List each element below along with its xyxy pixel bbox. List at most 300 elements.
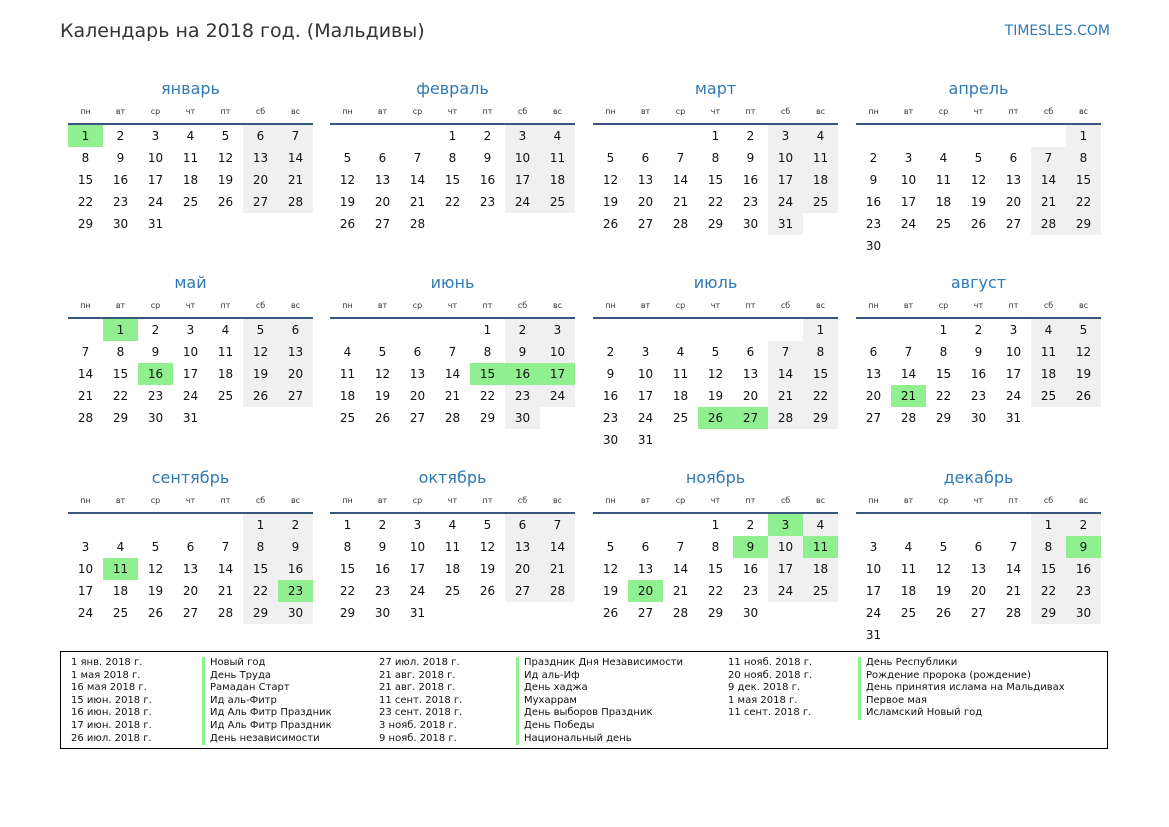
day-cell[interactable]: 29 — [1066, 213, 1101, 235]
day-cell[interactable]: 8 — [711, 540, 720, 554]
day-cell[interactable]: 31 — [637, 433, 654, 447]
holiday-day[interactable]: 17 — [540, 363, 575, 385]
day-cell[interactable]: 22 — [339, 584, 356, 598]
day-cell[interactable]: 6 — [505, 514, 540, 536]
day-cell[interactable]: 30 — [112, 217, 129, 231]
day-cell[interactable]: 6 — [641, 540, 650, 554]
site-link[interactable]: TIMESLES.COM — [1004, 23, 1110, 39]
day-cell[interactable]: 15 — [707, 173, 724, 187]
day-cell[interactable]: 27 — [374, 217, 391, 231]
day-cell[interactable]: 31 — [768, 213, 803, 235]
day-cell[interactable]: 2 — [505, 319, 540, 341]
day-cell[interactable]: 25 — [339, 411, 356, 425]
day-cell[interactable]: 10 — [77, 562, 94, 576]
day-cell[interactable]: 14 — [278, 147, 313, 169]
day-cell[interactable]: 17 — [505, 169, 540, 191]
day-cell[interactable]: 11 — [935, 173, 952, 187]
day-cell[interactable]: 16 — [278, 558, 313, 580]
day-cell[interactable]: 16 — [742, 562, 759, 576]
day-cell[interactable]: 20 — [1005, 195, 1022, 209]
holiday-day[interactable]: 15 — [470, 363, 505, 385]
day-cell[interactable]: 23 — [742, 584, 759, 598]
day-cell[interactable]: 14 — [217, 562, 234, 576]
day-cell[interactable]: 19 — [935, 584, 952, 598]
day-cell[interactable]: 26 — [339, 217, 356, 231]
day-cell[interactable]: 30 — [278, 602, 313, 624]
day-cell[interactable]: 9 — [606, 367, 615, 381]
day-cell[interactable]: 4 — [448, 518, 457, 532]
day-cell[interactable]: 20 — [243, 169, 278, 191]
day-cell[interactable]: 8 — [803, 341, 838, 363]
day-cell[interactable]: 13 — [505, 536, 540, 558]
day-cell[interactable]: 8 — [711, 151, 720, 165]
day-cell[interactable]: 4 — [904, 540, 913, 554]
day-cell[interactable]: 30 — [1066, 602, 1101, 624]
day-cell[interactable]: 18 — [112, 584, 129, 598]
day-cell[interactable]: 25 — [935, 217, 952, 231]
day-cell[interactable]: 10 — [182, 345, 199, 359]
day-cell[interactable]: 3 — [641, 345, 650, 359]
day-cell[interactable]: 20 — [970, 584, 987, 598]
day-cell[interactable]: 29 — [1031, 602, 1066, 624]
day-cell[interactable]: 6 — [378, 151, 387, 165]
holiday-day[interactable]: 9 — [1066, 536, 1101, 558]
holiday-day[interactable]: 16 — [505, 363, 540, 385]
day-cell[interactable]: 28 — [444, 411, 461, 425]
day-cell[interactable]: 25 — [803, 580, 838, 602]
day-cell[interactable]: 14 — [409, 173, 426, 187]
day-cell[interactable]: 14 — [540, 536, 575, 558]
day-cell[interactable]: 8 — [448, 151, 457, 165]
holiday-day[interactable]: 26 — [698, 407, 733, 429]
day-cell[interactable]: 4 — [939, 151, 948, 165]
day-cell[interactable]: 28 — [1031, 213, 1066, 235]
day-cell[interactable]: 19 — [243, 363, 278, 385]
day-cell[interactable]: 15 — [707, 562, 724, 576]
day-cell[interactable]: 7 — [81, 345, 90, 359]
day-cell[interactable]: 19 — [374, 389, 391, 403]
day-cell[interactable]: 21 — [672, 195, 689, 209]
day-cell[interactable]: 2 — [974, 323, 983, 337]
day-cell[interactable]: 25 — [217, 389, 234, 403]
day-cell[interactable]: 27 — [970, 606, 987, 620]
day-cell[interactable]: 21 — [217, 584, 234, 598]
day-cell[interactable]: 8 — [81, 151, 90, 165]
day-cell[interactable]: 7 — [540, 514, 575, 536]
day-cell[interactable]: 27 — [278, 385, 313, 407]
day-cell[interactable]: 8 — [1031, 536, 1066, 558]
day-cell[interactable]: 10 — [768, 536, 803, 558]
day-cell[interactable]: 4 — [803, 125, 838, 147]
day-cell[interactable]: 8 — [483, 345, 492, 359]
day-cell[interactable]: 12 — [374, 367, 391, 381]
day-cell[interactable]: 29 — [77, 217, 94, 231]
day-cell[interactable]: 31 — [409, 606, 426, 620]
day-cell[interactable]: 17 — [1005, 367, 1022, 381]
day-cell[interactable]: 5 — [343, 151, 352, 165]
day-cell[interactable]: 21 — [540, 558, 575, 580]
day-cell[interactable]: 29 — [479, 411, 496, 425]
day-cell[interactable]: 24 — [1005, 389, 1022, 403]
day-cell[interactable]: 10 — [768, 147, 803, 169]
day-cell[interactable]: 11 — [672, 367, 689, 381]
holiday-day[interactable]: 9 — [733, 536, 768, 558]
day-cell[interactable]: 29 — [243, 602, 278, 624]
day-cell[interactable]: 5 — [974, 151, 983, 165]
day-cell[interactable]: 17 — [182, 367, 199, 381]
day-cell[interactable]: 13 — [374, 173, 391, 187]
day-cell[interactable]: 15 — [444, 173, 461, 187]
day-cell[interactable]: 3 — [413, 518, 422, 532]
day-cell[interactable]: 15 — [112, 367, 129, 381]
day-cell[interactable]: 17 — [768, 169, 803, 191]
day-cell[interactable]: 19 — [217, 173, 234, 187]
day-cell[interactable]: 8 — [116, 345, 125, 359]
day-cell[interactable]: 1 — [711, 129, 720, 143]
day-cell[interactable]: 23 — [742, 195, 759, 209]
day-cell[interactable]: 6 — [413, 345, 422, 359]
day-cell[interactable]: 29 — [707, 217, 724, 231]
day-cell[interactable]: 14 — [1005, 562, 1022, 576]
day-cell[interactable]: 2 — [483, 129, 492, 143]
day-cell[interactable]: 12 — [602, 562, 619, 576]
day-cell[interactable]: 28 — [278, 191, 313, 213]
day-cell[interactable]: 27 — [505, 580, 540, 602]
day-cell[interactable]: 30 — [970, 411, 987, 425]
day-cell[interactable]: 10 — [1005, 345, 1022, 359]
day-cell[interactable]: 1 — [1031, 514, 1066, 536]
holiday-day[interactable]: 11 — [103, 558, 138, 580]
day-cell[interactable]: 11 — [339, 367, 356, 381]
day-cell[interactable]: 7 — [278, 125, 313, 147]
day-cell[interactable]: 11 — [540, 147, 575, 169]
day-cell[interactable]: 8 — [1066, 147, 1101, 169]
day-cell[interactable]: 11 — [444, 540, 461, 554]
day-cell[interactable]: 18 — [540, 169, 575, 191]
day-cell[interactable]: 24 — [77, 606, 94, 620]
day-cell[interactable]: 1 — [243, 514, 278, 536]
day-cell[interactable]: 11 — [803, 147, 838, 169]
day-cell[interactable]: 20 — [505, 558, 540, 580]
day-cell[interactable]: 31 — [182, 411, 199, 425]
day-cell[interactable]: 19 — [339, 195, 356, 209]
day-cell[interactable]: 23 — [865, 217, 882, 231]
day-cell[interactable]: 3 — [505, 125, 540, 147]
day-cell[interactable]: 16 — [479, 173, 496, 187]
day-cell[interactable]: 4 — [221, 323, 230, 337]
holiday-day[interactable]: 3 — [768, 514, 803, 536]
day-cell[interactable]: 20 — [374, 195, 391, 209]
day-cell[interactable]: 23 — [112, 195, 129, 209]
day-cell[interactable]: 6 — [746, 345, 755, 359]
day-cell[interactable]: 13 — [278, 341, 313, 363]
day-cell[interactable]: 26 — [217, 195, 234, 209]
day-cell[interactable]: 3 — [904, 151, 913, 165]
day-cell[interactable]: 12 — [147, 562, 164, 576]
day-cell[interactable]: 13 — [865, 367, 882, 381]
day-cell[interactable]: 1 — [448, 129, 457, 143]
holiday-day[interactable]: 20 — [628, 580, 663, 602]
day-cell[interactable]: 15 — [1031, 558, 1066, 580]
day-cell[interactable]: 16 — [602, 389, 619, 403]
day-cell[interactable]: 28 — [540, 580, 575, 602]
day-cell[interactable]: 14 — [444, 367, 461, 381]
day-cell[interactable]: 30 — [374, 606, 391, 620]
day-cell[interactable]: 4 — [186, 129, 195, 143]
day-cell[interactable]: 4 — [803, 514, 838, 536]
day-cell[interactable]: 5 — [606, 151, 615, 165]
day-cell[interactable]: 12 — [602, 173, 619, 187]
day-cell[interactable]: 25 — [672, 411, 689, 425]
day-cell[interactable]: 16 — [374, 562, 391, 576]
day-cell[interactable]: 27 — [637, 217, 654, 231]
day-cell[interactable]: 26 — [970, 217, 987, 231]
day-cell[interactable]: 9 — [505, 341, 540, 363]
day-cell[interactable]: 6 — [869, 345, 878, 359]
day-cell[interactable]: 6 — [186, 540, 195, 554]
day-cell[interactable]: 19 — [602, 195, 619, 209]
day-cell[interactable]: 25 — [900, 606, 917, 620]
day-cell[interactable]: 11 — [900, 562, 917, 576]
day-cell[interactable]: 13 — [637, 562, 654, 576]
day-cell[interactable]: 8 — [343, 540, 352, 554]
day-cell[interactable]: 14 — [1031, 169, 1066, 191]
day-cell[interactable]: 5 — [221, 129, 230, 143]
day-cell[interactable]: 2 — [278, 514, 313, 536]
day-cell[interactable]: 10 — [900, 173, 917, 187]
holiday-day[interactable]: 11 — [803, 536, 838, 558]
day-cell[interactable]: 28 — [409, 217, 426, 231]
day-cell[interactable]: 20 — [278, 363, 313, 385]
day-cell[interactable]: 30 — [505, 407, 540, 429]
day-cell[interactable]: 24 — [900, 217, 917, 231]
day-cell[interactable]: 28 — [77, 411, 94, 425]
day-cell[interactable]: 17 — [147, 173, 164, 187]
day-cell[interactable]: 22 — [707, 584, 724, 598]
day-cell[interactable]: 7 — [768, 341, 803, 363]
day-cell[interactable]: 15 — [77, 173, 94, 187]
day-cell[interactable]: 5 — [939, 540, 948, 554]
day-cell[interactable]: 3 — [151, 129, 160, 143]
day-cell[interactable]: 1 — [711, 518, 720, 532]
day-cell[interactable]: 15 — [803, 363, 838, 385]
day-cell[interactable]: 20 — [637, 195, 654, 209]
holiday-day[interactable]: 21 — [891, 385, 926, 407]
day-cell[interactable]: 16 — [112, 173, 129, 187]
day-cell[interactable]: 24 — [768, 580, 803, 602]
day-cell[interactable]: 30 — [742, 606, 759, 620]
day-cell[interactable]: 22 — [112, 389, 129, 403]
day-cell[interactable]: 22 — [444, 195, 461, 209]
day-cell[interactable]: 26 — [602, 606, 619, 620]
day-cell[interactable]: 21 — [444, 389, 461, 403]
day-cell[interactable]: 15 — [339, 562, 356, 576]
day-cell[interactable]: 22 — [707, 195, 724, 209]
day-cell[interactable]: 25 — [112, 606, 129, 620]
day-cell[interactable]: 22 — [1066, 191, 1101, 213]
day-cell[interactable]: 9 — [869, 173, 878, 187]
day-cell[interactable]: 24 — [540, 385, 575, 407]
day-cell[interactable]: 3 — [869, 540, 878, 554]
day-cell[interactable]: 13 — [1005, 173, 1022, 187]
day-cell[interactable]: 14 — [768, 363, 803, 385]
day-cell[interactable]: 7 — [676, 151, 685, 165]
day-cell[interactable]: 8 — [939, 345, 948, 359]
day-cell[interactable]: 21 — [1031, 191, 1066, 213]
day-cell[interactable]: 1 — [803, 319, 838, 341]
day-cell[interactable]: 2 — [1066, 514, 1101, 536]
day-cell[interactable]: 22 — [77, 195, 94, 209]
day-cell[interactable]: 9 — [151, 345, 160, 359]
day-cell[interactable]: 18 — [1031, 363, 1066, 385]
day-cell[interactable]: 19 — [1066, 363, 1101, 385]
day-cell[interactable]: 9 — [483, 151, 492, 165]
day-cell[interactable]: 15 — [243, 558, 278, 580]
day-cell[interactable]: 27 — [243, 191, 278, 213]
day-cell[interactable]: 31 — [147, 217, 164, 231]
day-cell[interactable]: 3 — [186, 323, 195, 337]
day-cell[interactable]: 29 — [707, 606, 724, 620]
day-cell[interactable]: 24 — [768, 191, 803, 213]
day-cell[interactable]: 20 — [865, 389, 882, 403]
day-cell[interactable]: 14 — [672, 173, 689, 187]
day-cell[interactable]: 12 — [707, 367, 724, 381]
day-cell[interactable]: 23 — [505, 385, 540, 407]
day-cell[interactable]: 30 — [147, 411, 164, 425]
holiday-day[interactable]: 27 — [733, 407, 768, 429]
day-cell[interactable]: 18 — [217, 367, 234, 381]
day-cell[interactable]: 10 — [147, 151, 164, 165]
day-cell[interactable]: 5 — [606, 540, 615, 554]
day-cell[interactable]: 2 — [151, 323, 160, 337]
day-cell[interactable]: 11 — [217, 345, 234, 359]
day-cell[interactable]: 1 — [1066, 125, 1101, 147]
day-cell[interactable]: 12 — [1066, 341, 1101, 363]
day-cell[interactable]: 21 — [77, 389, 94, 403]
day-cell[interactable]: 17 — [637, 389, 654, 403]
day-cell[interactable]: 24 — [865, 606, 882, 620]
day-cell[interactable]: 10 — [505, 147, 540, 169]
day-cell[interactable]: 26 — [479, 584, 496, 598]
day-cell[interactable]: 26 — [374, 411, 391, 425]
day-cell[interactable]: 29 — [112, 411, 129, 425]
day-cell[interactable]: 5 — [378, 345, 387, 359]
day-cell[interactable]: 22 — [803, 385, 838, 407]
day-cell[interactable]: 23 — [479, 195, 496, 209]
day-cell[interactable]: 24 — [182, 389, 199, 403]
day-cell[interactable]: 20 — [182, 584, 199, 598]
day-cell[interactable]: 3 — [81, 540, 90, 554]
day-cell[interactable]: 28 — [217, 606, 234, 620]
day-cell[interactable]: 17 — [77, 584, 94, 598]
day-cell[interactable]: 2 — [116, 129, 125, 143]
day-cell[interactable]: 23 — [1066, 580, 1101, 602]
day-cell[interactable]: 25 — [444, 584, 461, 598]
day-cell[interactable]: 6 — [1009, 151, 1018, 165]
day-cell[interactable]: 19 — [970, 195, 987, 209]
day-cell[interactable]: 28 — [1005, 606, 1022, 620]
day-cell[interactable]: 10 — [409, 540, 426, 554]
day-cell[interactable]: 30 — [602, 433, 619, 447]
day-cell[interactable]: 18 — [803, 169, 838, 191]
day-cell[interactable]: 27 — [865, 411, 882, 425]
day-cell[interactable]: 27 — [1005, 217, 1022, 231]
day-cell[interactable]: 19 — [602, 584, 619, 598]
day-cell[interactable]: 11 — [182, 151, 199, 165]
day-cell[interactable]: 30 — [865, 239, 882, 253]
day-cell[interactable]: 3 — [540, 319, 575, 341]
day-cell[interactable]: 16 — [1066, 558, 1101, 580]
day-cell[interactable]: 6 — [278, 319, 313, 341]
day-cell[interactable]: 10 — [637, 367, 654, 381]
day-cell[interactable]: 1 — [939, 323, 948, 337]
day-cell[interactable]: 17 — [768, 558, 803, 580]
day-cell[interactable]: 28 — [672, 217, 689, 231]
day-cell[interactable]: 23 — [147, 389, 164, 403]
day-cell[interactable]: 13 — [182, 562, 199, 576]
day-cell[interactable]: 26 — [602, 217, 619, 231]
day-cell[interactable]: 7 — [448, 345, 457, 359]
day-cell[interactable]: 4 — [1031, 319, 1066, 341]
holiday-day[interactable]: 1 — [103, 319, 138, 341]
day-cell[interactable]: 1 — [343, 518, 352, 532]
day-cell[interactable]: 14 — [900, 367, 917, 381]
day-cell[interactable]: 12 — [217, 151, 234, 165]
day-cell[interactable]: 7 — [221, 540, 230, 554]
day-cell[interactable]: 20 — [409, 389, 426, 403]
day-cell[interactable]: 29 — [935, 411, 952, 425]
day-cell[interactable]: 22 — [1031, 580, 1066, 602]
holiday-day[interactable]: 16 — [138, 363, 173, 385]
day-cell[interactable]: 25 — [803, 191, 838, 213]
day-cell[interactable]: 20 — [742, 389, 759, 403]
day-cell[interactable]: 2 — [378, 518, 387, 532]
day-cell[interactable]: 28 — [672, 606, 689, 620]
day-cell[interactable]: 13 — [742, 367, 759, 381]
day-cell[interactable]: 22 — [243, 580, 278, 602]
day-cell[interactable]: 31 — [865, 628, 882, 642]
day-cell[interactable]: 21 — [672, 584, 689, 598]
day-cell[interactable]: 26 — [1066, 385, 1101, 407]
day-cell[interactable]: 9 — [378, 540, 387, 554]
day-cell[interactable]: 5 — [483, 518, 492, 532]
day-cell[interactable]: 16 — [742, 173, 759, 187]
day-cell[interactable]: 12 — [479, 540, 496, 554]
day-cell[interactable]: 19 — [479, 562, 496, 576]
day-cell[interactable]: 18 — [803, 558, 838, 580]
day-cell[interactable]: 7 — [904, 345, 913, 359]
day-cell[interactable]: 4 — [343, 345, 352, 359]
day-cell[interactable]: 28 — [900, 411, 917, 425]
day-cell[interactable]: 18 — [182, 173, 199, 187]
day-cell[interactable]: 31 — [1005, 411, 1022, 425]
day-cell[interactable]: 17 — [900, 195, 917, 209]
day-cell[interactable]: 27 — [182, 606, 199, 620]
day-cell[interactable]: 22 — [479, 389, 496, 403]
day-cell[interactable]: 12 — [970, 173, 987, 187]
day-cell[interactable]: 13 — [637, 173, 654, 187]
day-cell[interactable]: 18 — [935, 195, 952, 209]
day-cell[interactable]: 16 — [970, 367, 987, 381]
day-cell[interactable]: 23 — [970, 389, 987, 403]
day-cell[interactable]: 23 — [602, 411, 619, 425]
day-cell[interactable]: 13 — [243, 147, 278, 169]
day-cell[interactable]: 22 — [935, 389, 952, 403]
day-cell[interactable]: 3 — [1009, 323, 1018, 337]
day-cell[interactable]: 17 — [865, 584, 882, 598]
holiday-day[interactable]: 1 — [68, 125, 103, 147]
day-cell[interactable]: 11 — [1031, 341, 1066, 363]
